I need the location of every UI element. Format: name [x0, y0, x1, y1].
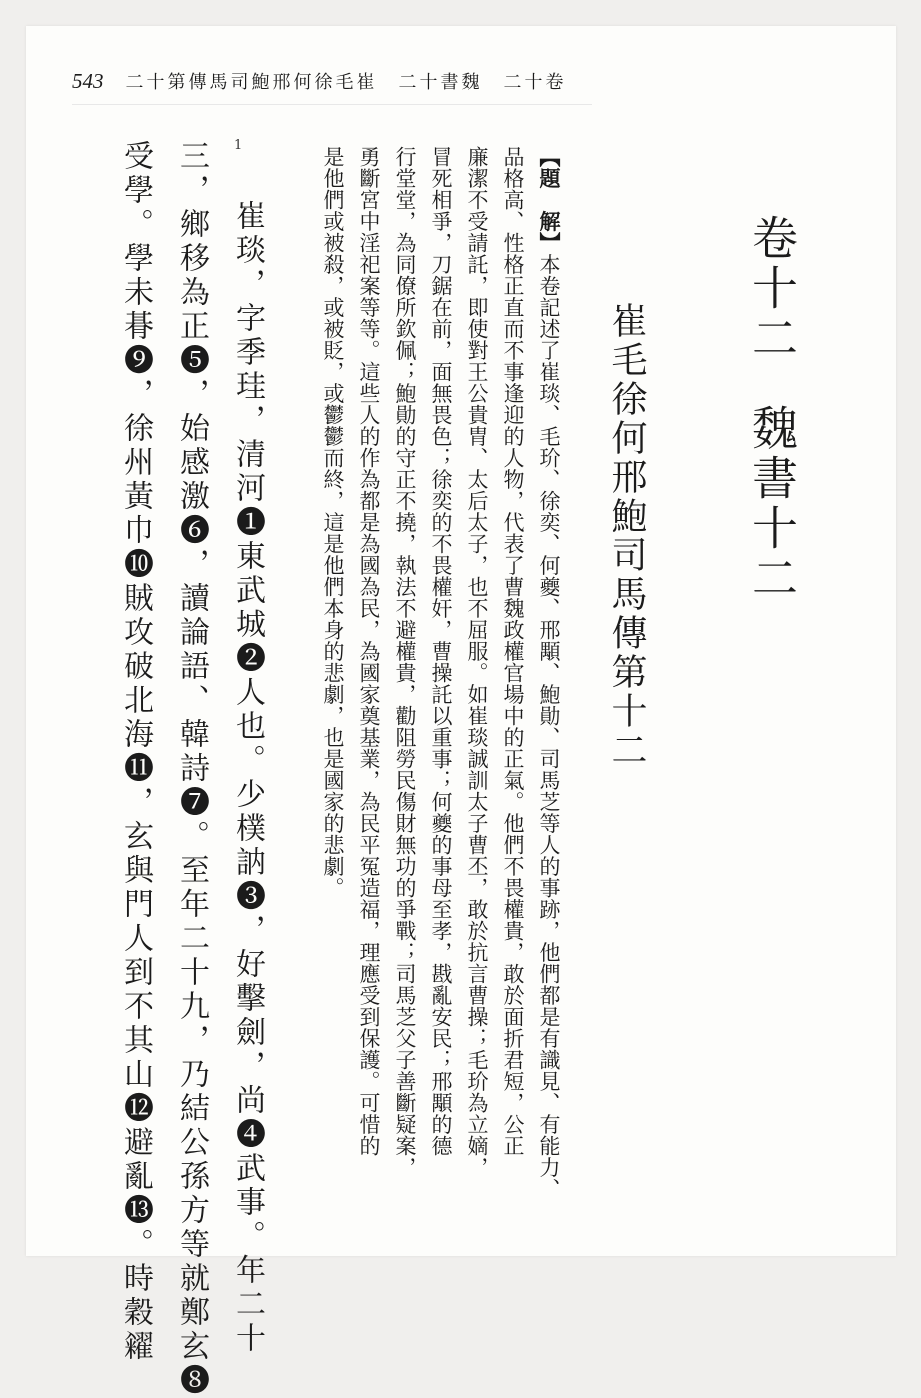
intro-line: 品格高、性格正直而不事逢迎的人物，代表了曹魏政權官場中的正氣。他們不畏權貴，敢於面折君短，公正: [501, 146, 525, 1157]
intro-line: 行堂堂，為同僚所欽佩；鮑勛的守正不撓，執法不避權貴，勸阻勞民傷財無功的爭戰；司馬芝父子善斷疑案，: [393, 146, 417, 1178]
intro-label: 【題 解】: [537, 146, 562, 254]
page-header: [72, 66, 592, 96]
volume-number: 卷十二: [745, 214, 799, 364]
intro-line: 勇斷宮中淫祀案等等。這些人的作為都是為國為民，為國家奠基業，為民平冤造福，理應受到保護。可惜的: [357, 146, 381, 1157]
main-text-line: 三，鄉移為正❺，始感激❻，讀論語、韓詩❼。至年二十九，乃結公孫方等就鄭玄❽: [174, 140, 209, 1398]
header-rule: [72, 104, 592, 105]
intro-line: 冒死相爭，刀鋸在前，面無畏色；徐奕的不畏權奸，曹操託以重事；何夔的事母至孝，戡亂安民；邢顒的德: [429, 146, 453, 1157]
volume-book: 魏書十二: [745, 404, 799, 604]
volume-title: [742, 214, 802, 604]
intro-line: 廉潔不受請託，即使對王公貴胄、太后太子，也不屈服。如崔琰誠訓太子曹丕，敢於抗言曹操；毛玠為立嫡，: [465, 146, 489, 1178]
page-number: 543: [72, 68, 104, 93]
intro-line: 本卷記述了崔琰、毛玠、徐奕、何夔、邢顒、鮑勛、司馬芝等人的事跡，他們都是有識見、有能力、: [537, 253, 561, 1200]
running-title: 二十第傳馬司鮑邢何徐毛崔 二十書魏 二十卷: [125, 72, 567, 93]
main-text-line: 崔琰，字季珪，清河❶東武城❷人也。少樸訥❸，好擊劍，尚❹武事。年二十: [230, 200, 265, 1356]
intro-line: 是他們或被殺，或被貶，或鬱鬱而終，這是他們本身的悲劇，也是國家的悲劇。: [321, 146, 345, 899]
main-text-line: 受學。學未朞❾，徐州黃巾❿賊攻破北海⓫，玄與門人到不其山⓬避亂⓭。時穀糴: [118, 140, 153, 1364]
note-marker: 1: [234, 138, 243, 153]
chapter-title: 崔毛徐何邢鮑司馬傳第十二: [606, 302, 647, 770]
intro-column-1: [532, 146, 566, 1200]
